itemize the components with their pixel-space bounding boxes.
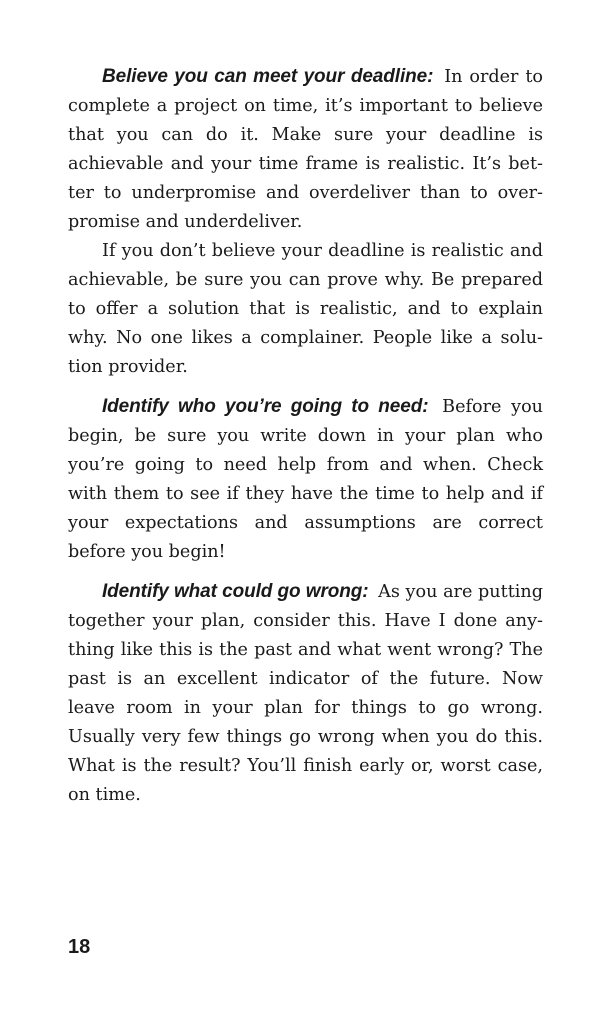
paragraph-lead-heading: Identify what could go wrong: [102, 581, 369, 602]
paragraph-prove-why [68, 237, 543, 382]
page-number: 18 [68, 936, 91, 958]
paragraph-identify-what [68, 577, 543, 810]
paragraph-text: Before you begin, be sure you write down in your plan who you’re going to need help from and when. Check with them to see if they have the time to help and if your expectations and assumptions are correct before you begin! [68, 397, 544, 562]
paragraph-believe-deadline [68, 62, 543, 237]
paragraph-text: If you don’t believe your deadline is realistic and achievable, be sure you can prove why. Be prepared to offer a solution that is realistic, and to explain why. No one likes a complainer. People like a solution provider. [68, 241, 543, 377]
paragraph-text: As you are putting together your plan, consider this. Have I done anything like this is the past and what went wrong? The past is an excellent indicator of the future. Now leave room in your plan for things to go wrong. Usually very few things go wrong when you do this. What is the result? You’ll finish early or, worst case, on time. [68, 582, 543, 805]
paragraph-lead-heading: Believe you can meet your deadline: [102, 66, 434, 87]
page-body [68, 62, 543, 810]
paragraph-lead-heading: Identify who you’re going to need: [102, 396, 429, 417]
paragraph-text: In order to complete a project on time, it’s important to believe that you can do it. Make sure your deadline is achievable and your time frame is realistic. It’s better to underpromise and overdeliver than to overpromise and underdeliver. [68, 67, 544, 232]
paragraph-identify-who [68, 392, 543, 567]
